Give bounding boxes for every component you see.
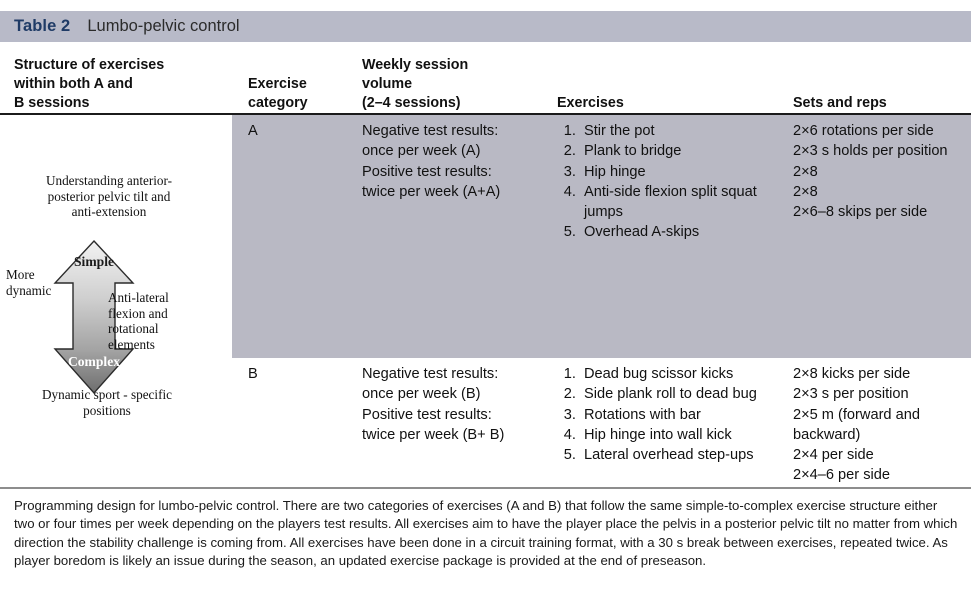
table-body	[0, 115, 971, 487]
list-item: 4. Anti-side flexion split squat jumps	[580, 182, 785, 223]
figure-top-text: Understanding anterior-posterior pelvic tilt and anti-extension	[45, 173, 173, 220]
column-header-exercises: Exercises	[557, 95, 624, 111]
cell-exercise-category: A	[248, 123, 258, 139]
page-title: Lumbo-pelvic control	[87, 17, 240, 35]
table-header-row	[0, 48, 971, 113]
table-caption: Programming design for lumbo-pelvic control. There are two categories of exercises (A and B) that follow the same simple-to-complex exercise structure either two or four times per week depending on the players test results. All exercises aim to have the player place the pelvis in a posterior pelvic tilt no matter from which direction the stability challenge is coming from. All exercises have been done in a circuit training format, with a 30 s break between exercises, repeated twice. As player boredom is likely an issue during the season, an updated exercise package is provided at the end of preseason.	[14, 498, 958, 569]
figure-bottom-text: Dynamic sport - specific positions	[41, 387, 172, 418]
cell-weekly-session-volume: Negative test results: once per week (B) Positive test results: twice per week (B+ B)	[362, 366, 505, 443]
list-item: 2. Side plank roll to dead bug	[580, 384, 785, 404]
table-title-bar	[0, 11, 971, 42]
list-item: 4. Hip hinge into wall kick	[580, 425, 785, 445]
list-item: 2. Plank to bridge	[580, 141, 785, 161]
cell-weekly-session-volume: Negative test results: once per week (A) Positive test results: twice per week (A+A)	[362, 123, 501, 200]
simple-to-complex-figure	[0, 115, 232, 487]
exercise-list	[557, 121, 785, 243]
list-item: 5. Overhead A-skips	[580, 222, 785, 242]
list-item: 1. Dead bug scissor kicks	[580, 364, 785, 384]
column-header-weekly-session-volume: Weekly session volume (2–4 sessions)	[362, 57, 469, 111]
table-number-label: Table 2	[14, 17, 71, 35]
list-item: 5. Lateral overhead step-ups	[580, 445, 785, 465]
cell-sets-and-reps: 2×6 rotations per side 2×3 s holds per position 2×8 2×8 2×6–8 skips per side	[793, 123, 948, 221]
list-item: 3. Hip hinge	[580, 162, 785, 182]
cell-exercise-category: B	[248, 366, 258, 382]
list-item: 1. Stir the pot	[580, 121, 785, 141]
column-header-sets-and-reps: Sets and reps	[793, 95, 887, 111]
arrow-label-complex: Complex	[67, 354, 121, 369]
figure-left-text: More dynamic	[6, 267, 52, 298]
column-header-structure: Structure of exercises within both A and B sessions	[14, 57, 165, 111]
column-header-exercise-category: Exercise category	[248, 76, 308, 111]
cell-exercises	[557, 115, 785, 243]
cell-sets-and-reps: 2×8 kicks per side 2×3 s per position 2×5 m (forward and backward) 2×4 per side 2×4–6 per side	[793, 366, 920, 484]
figure-right-text: Anti-lateral flexion and rotational elements	[108, 290, 169, 352]
exercise-list	[557, 364, 785, 465]
footer-divider	[0, 487, 971, 489]
arrow-label-simple: Simple	[73, 254, 115, 269]
cell-exercises	[557, 358, 785, 465]
list-item: 3. Rotations with bar	[580, 405, 785, 425]
